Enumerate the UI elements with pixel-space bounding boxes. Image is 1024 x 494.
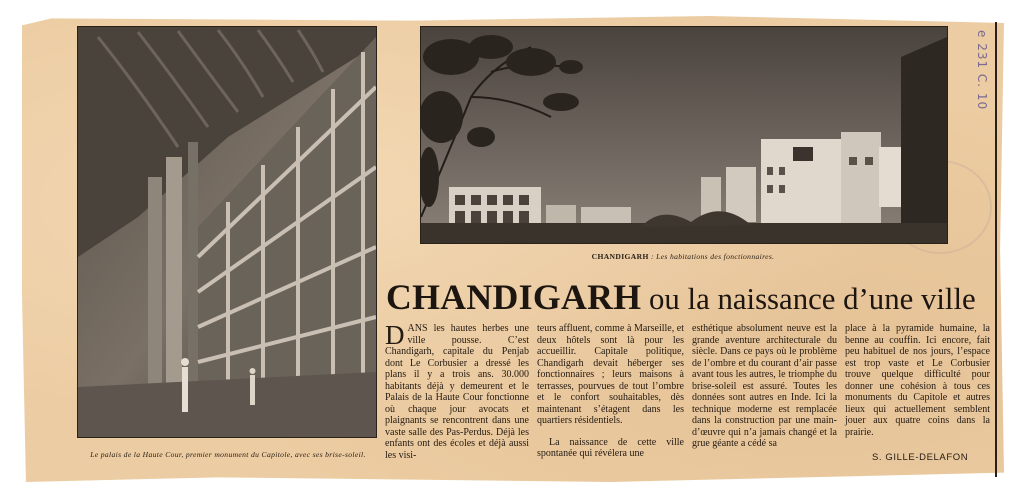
column-4-text: place à la pyramide humaine, la benne au couffin. Ici encore, fait peu habituel de nos jours, l’espace est trop vaste et Le Corbusier trouve quelque difficulté pour donner une cohésion à tous ces monuments du Capitole et autres lieux qui actuellement semblent jouer aux quatre coins dans la prairie. [845,323,990,438]
byline-signature: S. GILLE-DELAFON [872,452,969,463]
column-rule [995,22,997,477]
headline-rest: ou la naissance d’une ville [641,281,976,316]
column-1-text: ANS les hautes herbes une ville pousse. C’est Chandigarh, capitale du Penjab dont Le Corbusier a dressé les plans il y a trois ans. 30.000 habitants déjà y demeurent et le Palais de la Haute Cour fonctionne où chaque jour avocats et plaignants se rencontrent dans une vaste salle des Pas-Perdus. Déjà les enfants ont des écoles et déjà aussi les visi- [385,323,529,461]
column-2-text: teurs affluent, comme à Marseille, et deux hôtels sont là pour les accueillir. Capitale politique, Chandigarh devait héberger ses fonctionnaires ; leurs maisons à terrasses, pourvues de tout l’ombre et le confort souhaitables, dès maintenant s’étagent dans les quartiers résidentiels. [537,323,684,426]
column-3-text: esthétique absolument neuve est la grande aventure architecturale du siècle. Dans ce pays où le problème de l’ombre et du courant d’air passe avant tous les autres, le triomphe du brise-soleil est assuré. Toutes les données sont autres en Inde. Ici la technique moderne est remplacée dans la construction par une main-d’œuvre qui n’a jamais changé et la grue géante a cédé sa [692,323,837,449]
photo-habitations [420,26,948,244]
article-column-3 [692,323,837,450]
caption-place: CHANDIGARH [591,252,649,261]
article-column-4 [845,323,990,438]
photo-haute-cour-caption: Le palais de la Haute Cour, premier monument du Capitole, avec ses brise-soleil. [90,450,366,459]
dropcap: D [385,320,405,350]
headline-city: CHANDIGARH [386,277,642,317]
article-headline [386,276,992,320]
column-2-text-b: La naissance de cette ville spontanée qui révélera une [537,436,684,459]
article-column-1 [385,320,529,461]
article-column-2 [537,323,684,460]
photo-haute-cour-image [78,27,376,437]
handwritten-annotation: e 231 C. 10 [975,30,989,111]
photo-habitations-image [421,27,947,243]
caption-rest: : Les habitations des fonctionnaires. [648,252,775,261]
photo-haute-cour [77,26,377,438]
photo-habitations-caption [420,252,946,262]
